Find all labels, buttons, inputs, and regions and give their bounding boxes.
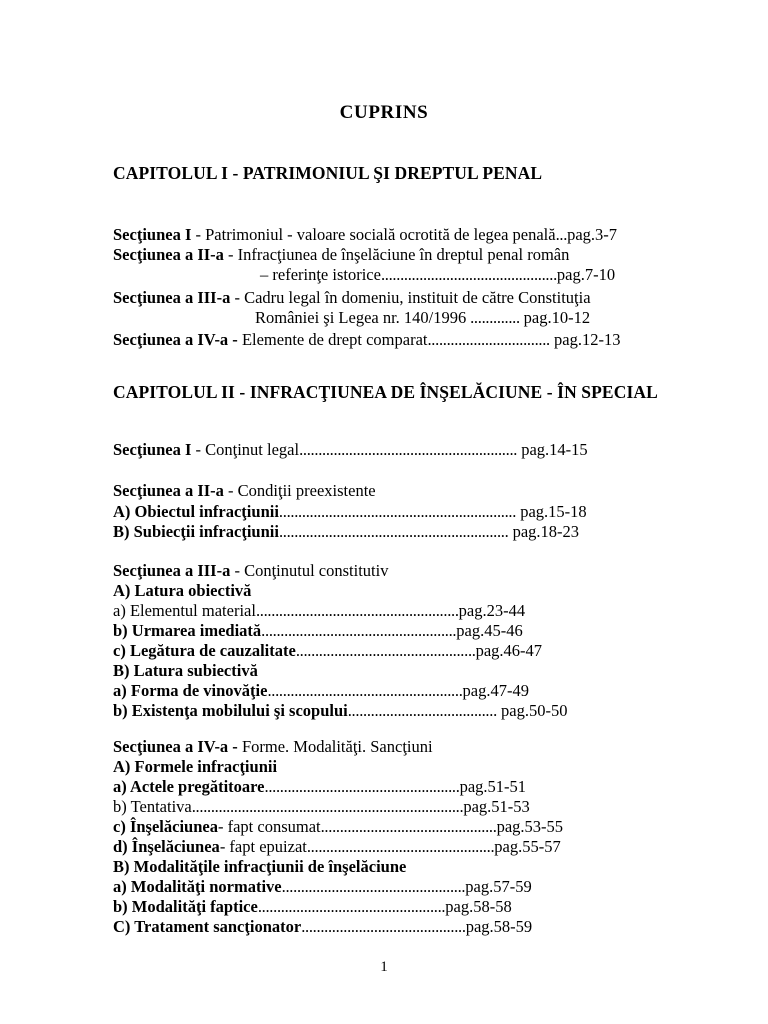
chapter-heading-1: CAPITOLUL I - PATRIMONIUL ŞI DREPTUL PENAL: [113, 163, 543, 183]
toc-entry-text: Forme. Modalităţi. Sancţiuni: [237, 737, 433, 756]
toc-entry-text: - Patrimoniul - valoare socială ocrotită de legea penală: [191, 225, 556, 244]
toc-entry-page: pag.46-47: [475, 641, 543, 660]
toc-entry-text: României şi Legea nr. 140/1996: [255, 308, 467, 327]
toc-entry-page: pag.7-10: [556, 265, 616, 284]
toc-entry-label: b) Modalităţi faptice: [113, 897, 258, 916]
toc-entry-text: - fapt epuizat: [219, 837, 307, 856]
toc-leader: .................................................: [257, 897, 446, 916]
toc-entry-label: Secţiunea a III-a: [113, 288, 231, 307]
toc-entry-label: c) Legătura de cauzalitate: [113, 641, 296, 660]
toc-entry-label: A) Latura obiectivă: [113, 581, 252, 600]
toc-leader: .............: [466, 308, 524, 327]
toc-entry-page: pag.57-59: [465, 877, 532, 896]
toc-leader: ..............................................: [320, 817, 497, 836]
toc-entry-label: b) Existenţa mobilului şi scopului: [113, 701, 348, 720]
toc-entry: [113, 288, 591, 308]
toc-entry-page: pag.58-59: [465, 917, 533, 936]
toc-leader: ...............................................: [295, 641, 476, 660]
toc-entry-label: A) Formele infracţiunii: [113, 757, 278, 776]
toc-entry-text: b) Tentativa: [113, 797, 192, 816]
toc-entry: [113, 330, 620, 350]
toc-leader: ...........................................: [301, 917, 466, 936]
toc-entry-page: pag.53-55: [496, 817, 564, 836]
toc-entry-label: Secţiunea a IV-a -: [113, 737, 238, 756]
toc-entry: [113, 245, 569, 265]
toc-leader: .....................................................: [255, 601, 459, 620]
toc-leader: ...................................................: [264, 777, 460, 796]
toc-leader: ...: [555, 225, 568, 244]
toc-entry: [113, 502, 587, 522]
toc-entry-page: pag.12-13: [549, 330, 621, 349]
toc-entry-text: - Condiţii preexistente: [223, 481, 376, 500]
toc-entry-text: – referinţe istorice: [260, 265, 381, 284]
toc-leader: ...................................................: [261, 621, 457, 640]
toc-entry-label: A) Obiectul infracţiunii: [113, 502, 279, 521]
toc-entry-label: a) Forma de vinovăţie: [113, 681, 268, 700]
toc-entry-label: b) Urmarea imediată: [113, 621, 262, 640]
toc-entry: [113, 681, 529, 701]
toc-entry-page: pag.51-53: [463, 797, 530, 816]
toc-entry-page: pag.18-23: [508, 522, 580, 541]
toc-entry-page: pag.10-12: [523, 308, 591, 327]
page-title: CUPRINS: [339, 102, 429, 123]
toc-leader: .................................................: [306, 837, 495, 856]
toc-leader: .........................................................: [299, 440, 518, 459]
chapter-heading-2: CAPITOLUL II - INFRACŢIUNEA DE ÎNŞELĂCIUNE - ÎN SPECIAL: [113, 382, 658, 402]
toc-entry: [255, 308, 590, 328]
toc-entry: [113, 757, 277, 777]
toc-entry-page: pag.23-44: [458, 601, 526, 620]
toc-leader: ...................................................: [267, 681, 463, 700]
toc-entry-page: pag.15-18: [516, 502, 587, 521]
toc-leader: .......................................................................: [191, 797, 464, 816]
toc-entry: [113, 661, 258, 681]
toc-entry: [113, 581, 251, 601]
toc-entry-label: Secţiunea a II-a: [113, 481, 224, 500]
toc-entry-text: - fapt consumat: [217, 817, 321, 836]
toc-entry-label: B) Subiecţii infracţiunii: [113, 522, 279, 541]
toc-entry-label: C) Tratament sancţionator: [113, 917, 302, 936]
toc-entry: [113, 701, 568, 721]
toc-entry-page: pag.47-49: [462, 681, 529, 700]
toc-entry-label: Secţiunea I: [113, 225, 192, 244]
toc-entry: [113, 481, 376, 501]
toc-entry: [113, 917, 532, 937]
toc-leader: ..............................................................: [278, 502, 517, 521]
toc-entry: [113, 777, 526, 797]
toc-entry-label: Secţiunea a III-a: [113, 561, 231, 580]
toc-leader: ............................................................: [278, 522, 509, 541]
toc-leader: ..............................................: [380, 265, 557, 284]
toc-entry-label: B) Latura subiectivă: [113, 661, 258, 680]
toc-entry-text: - Conţinutul constitutiv: [230, 561, 389, 580]
toc-entry-text: - Cadru legal în domeniu, instituit de către Constituţia: [230, 288, 591, 307]
toc-entry-page: pag.50-50: [496, 701, 568, 720]
toc-entry-page: pag.58-58: [445, 897, 512, 916]
toc-entry-text: - Infracţiunea de înşelăciune în dreptul penal român: [223, 245, 570, 264]
toc-entry-page: pag.3-7: [567, 225, 618, 244]
toc-entry-label: d) Înşelăciunea: [113, 837, 220, 856]
toc-entry-label: Secţiunea a IV-a -: [113, 330, 238, 349]
toc-leader: ................................: [427, 330, 550, 349]
toc-leader: ................................................: [281, 877, 466, 896]
toc-entry-page: pag.45-46: [456, 621, 523, 640]
toc-entry: [113, 561, 388, 581]
toc-leader: .......................................: [347, 701, 497, 720]
toc-entry-text: a) Elementul material: [113, 601, 256, 620]
toc-entry: [113, 837, 561, 857]
toc-entry-label: Secţiunea a II-a: [113, 245, 224, 264]
toc-entry: [113, 621, 523, 641]
toc-entry-page: pag.14-15: [517, 440, 588, 459]
toc-entry-text: Elemente de drept comparat: [237, 330, 428, 349]
toc-entry: [113, 797, 530, 817]
toc-entry: [113, 817, 563, 837]
toc-entry: [113, 440, 588, 460]
toc-entry: [113, 225, 617, 245]
toc-entry: [260, 265, 615, 285]
toc-entry-label: c) Înşelăciunea: [113, 817, 218, 836]
toc-entry-text: - Conţinut legal: [191, 440, 300, 459]
toc-entry-label: Secţiunea I: [113, 440, 192, 459]
toc-entry: [113, 522, 579, 542]
toc-entry-page: pag.55-57: [494, 837, 561, 856]
toc-entry: [113, 877, 532, 897]
toc-entry: [113, 641, 542, 661]
toc-entry: [113, 737, 433, 757]
toc-entry-label: a) Actele pregătitoare: [113, 777, 265, 796]
page-number: 1: [380, 959, 388, 975]
toc-entry-label: a) Modalităţi normative: [113, 877, 282, 896]
toc-entry: [113, 857, 406, 877]
toc-entry-label: B) Modalităţile infracţiunii de înşelăciune: [113, 857, 407, 876]
toc-entry: [113, 601, 525, 621]
toc-entry: [113, 897, 512, 917]
toc-entry-page: pag.51-51: [459, 777, 527, 796]
